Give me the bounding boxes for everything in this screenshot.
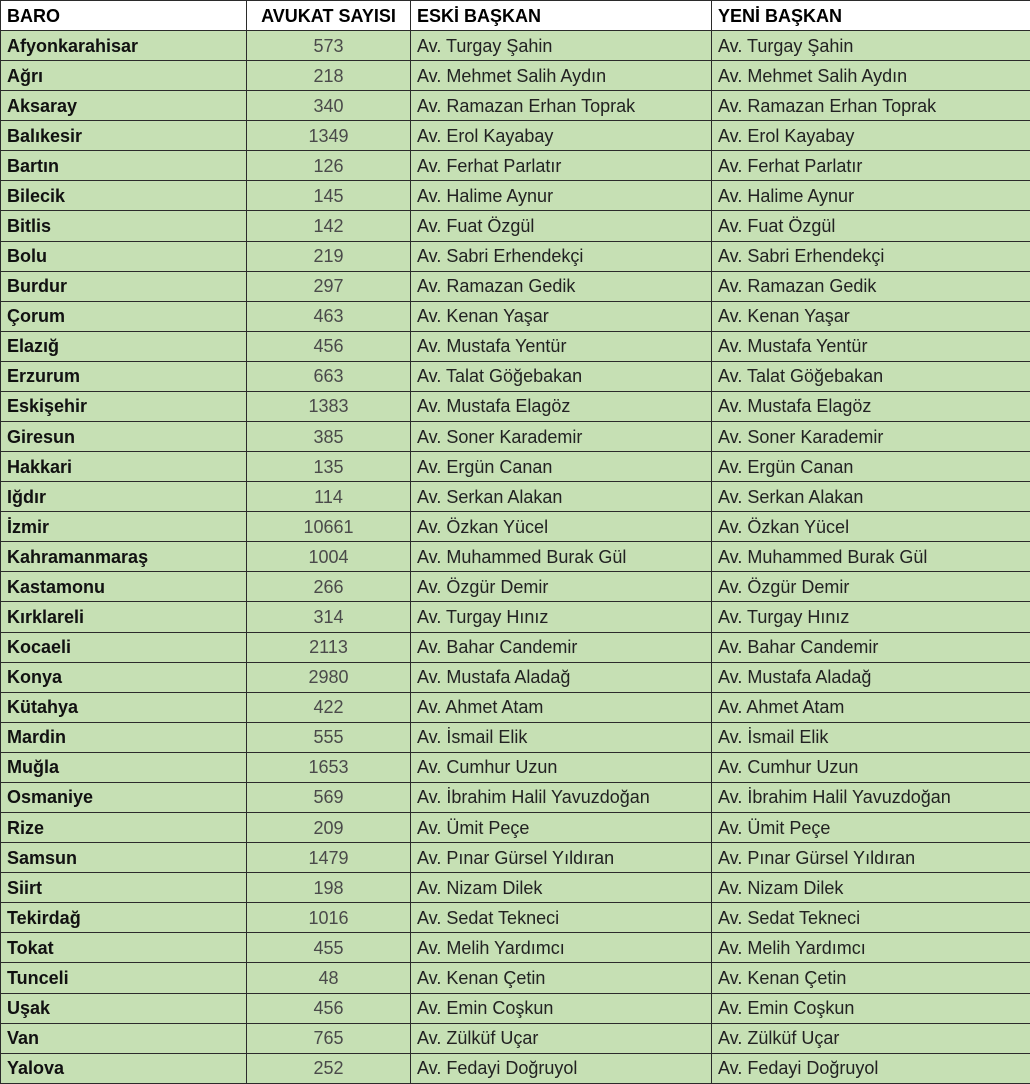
yeni-baskan-cell: Av. Özgür Demir [712,572,1030,602]
eski-baskan-cell: Av. İsmail Elik [411,722,712,752]
avukat-sayisi-cell: 297 [247,271,411,301]
eski-baskan-cell: Av. Halime Aynur [411,181,712,211]
table-row [1,1053,1030,1083]
yeni-baskan-cell: Av. Cumhur Uzun [712,752,1030,782]
avukat-sayisi-cell: 2113 [247,632,411,662]
yeni-baskan-cell: Av. Nizam Dilek [712,873,1030,903]
avukat-sayisi-cell: 455 [247,933,411,963]
avukat-sayisi-cell: 2980 [247,662,411,692]
baro-cell: Uşak [1,993,247,1023]
yeni-baskan-cell: Av. İbrahim Halil Yavuzdoğan [712,782,1030,812]
baro-cell: Rize [1,813,247,843]
yeni-baskan-cell: Av. Muhammed Burak Gül [712,542,1030,572]
table-row [1,391,1030,421]
yeni-baskan-cell: Av. Bahar Candemir [712,632,1030,662]
yeni-baskan-cell: Av. Kenan Çetin [712,963,1030,993]
avukat-sayisi-cell: 1004 [247,542,411,572]
eski-baskan-cell: Av. Ramazan Erhan Toprak [411,91,712,121]
avukat-sayisi-cell: 219 [247,241,411,271]
header-yeni-baskan: YENİ BAŞKAN [712,1,1030,31]
avukat-sayisi-cell: 135 [247,452,411,482]
baro-cell: Kütahya [1,692,247,722]
yeni-baskan-cell: Av. Erol Kayabay [712,121,1030,151]
header-row [1,1,1030,31]
eski-baskan-cell: Av. Turgay Şahin [411,31,712,61]
baro-cell: Hakkari [1,452,247,482]
baro-cell: Samsun [1,843,247,873]
eski-baskan-cell: Av. Özgür Demir [411,572,712,602]
avukat-sayisi-cell: 555 [247,722,411,752]
baro-cell: Tunceli [1,963,247,993]
table-row [1,181,1030,211]
eski-baskan-cell: Av. Emin Coşkun [411,993,712,1023]
avukat-sayisi-cell: 456 [247,993,411,1023]
table-row [1,692,1030,722]
table-row [1,873,1030,903]
baro-cell: Iğdır [1,482,247,512]
baro-cell: Erzurum [1,361,247,391]
avukat-sayisi-cell: 573 [247,31,411,61]
avukat-sayisi-cell: 340 [247,91,411,121]
table-row [1,61,1030,91]
table-row [1,151,1030,181]
baro-cell: Burdur [1,271,247,301]
table-row [1,993,1030,1023]
yeni-baskan-cell: Av. Özkan Yücel [712,512,1030,542]
yeni-baskan-cell: Av. Sabri Erhendekçi [712,241,1030,271]
yeni-baskan-cell: Av. Soner Karademir [712,422,1030,452]
header-avukat-sayisi: AVUKAT SAYISI [247,1,411,31]
avukat-sayisi-cell: 1479 [247,843,411,873]
table-row [1,121,1030,151]
yeni-baskan-cell: Av. Ferhat Parlatır [712,151,1030,181]
baro-cell: Balıkesir [1,121,247,151]
table-row [1,31,1030,61]
avukat-sayisi-cell: 1383 [247,391,411,421]
eski-baskan-cell: Av. Soner Karademir [411,422,712,452]
baro-cell: Giresun [1,422,247,452]
yeni-baskan-cell: Av. Mustafa Yentür [712,331,1030,361]
eski-baskan-cell: Av. Ergün Canan [411,452,712,482]
avukat-sayisi-cell: 1653 [247,752,411,782]
yeni-baskan-cell: Av. Kenan Yaşar [712,301,1030,331]
avukat-sayisi-cell: 209 [247,813,411,843]
eski-baskan-cell: Av. Pınar Gürsel Yıldıran [411,843,712,873]
avukat-sayisi-cell: 10661 [247,512,411,542]
eski-baskan-cell: Av. İbrahim Halil Yavuzdoğan [411,782,712,812]
avukat-sayisi-cell: 456 [247,331,411,361]
table-row [1,572,1030,602]
eski-baskan-cell: Av. Sedat Tekneci [411,903,712,933]
baro-cell: Elazığ [1,331,247,361]
baro-cell: Bitlis [1,211,247,241]
eski-baskan-cell: Av. Kenan Yaşar [411,301,712,331]
baro-cell: Bartın [1,151,247,181]
avukat-sayisi-cell: 198 [247,873,411,903]
table-row [1,843,1030,873]
yeni-baskan-cell: Av. İsmail Elik [712,722,1030,752]
table-row [1,512,1030,542]
avukat-sayisi-cell: 126 [247,151,411,181]
yeni-baskan-cell: Av. Pınar Gürsel Yıldıran [712,843,1030,873]
table-row [1,903,1030,933]
avukat-sayisi-cell: 218 [247,61,411,91]
table-row [1,331,1030,361]
baro-cell: Afyonkarahisar [1,31,247,61]
avukat-sayisi-cell: 765 [247,1023,411,1053]
eski-baskan-cell: Av. Sabri Erhendekçi [411,241,712,271]
eski-baskan-cell: Av. Mehmet Salih Aydın [411,61,712,91]
table-body [1,31,1030,1084]
table-row [1,933,1030,963]
avukat-sayisi-cell: 314 [247,602,411,632]
eski-baskan-cell: Av. Ümit Peçe [411,813,712,843]
baro-cell: Eskişehir [1,391,247,421]
avukat-sayisi-cell: 1016 [247,903,411,933]
yeni-baskan-cell: Av. Melih Yardımcı [712,933,1030,963]
table-row [1,722,1030,752]
table-row [1,813,1030,843]
yeni-baskan-cell: Av. Ramazan Erhan Toprak [712,91,1030,121]
avukat-sayisi-cell: 422 [247,692,411,722]
yeni-baskan-cell: Av. Ümit Peçe [712,813,1030,843]
baro-cell: Yalova [1,1053,247,1083]
baro-cell: Bolu [1,241,247,271]
yeni-baskan-cell: Av. Serkan Alakan [712,482,1030,512]
table-row [1,241,1030,271]
baro-cell: Kırklareli [1,602,247,632]
eski-baskan-cell: Av. Kenan Çetin [411,963,712,993]
header-eski-baskan: ESKİ BAŞKAN [411,1,712,31]
table-row [1,91,1030,121]
baro-cell: İzmir [1,512,247,542]
eski-baskan-cell: Av. Ramazan Gedik [411,271,712,301]
eski-baskan-cell: Av. Nizam Dilek [411,873,712,903]
eski-baskan-cell: Av. Zülküf Uçar [411,1023,712,1053]
avukat-sayisi-cell: 142 [247,211,411,241]
yeni-baskan-cell: Av. Turgay Şahin [712,31,1030,61]
eski-baskan-cell: Av. Serkan Alakan [411,482,712,512]
eski-baskan-cell: Av. Cumhur Uzun [411,752,712,782]
table-row [1,271,1030,301]
avukat-sayisi-cell: 114 [247,482,411,512]
eski-baskan-cell: Av. Mustafa Yentür [411,331,712,361]
table-row [1,632,1030,662]
baro-cell: Kahramanmaraş [1,542,247,572]
avukat-sayisi-cell: 145 [247,181,411,211]
table-row [1,211,1030,241]
baro-cell: Mardin [1,722,247,752]
avukat-sayisi-cell: 1349 [247,121,411,151]
eski-baskan-cell: Av. Ahmet Atam [411,692,712,722]
eski-baskan-cell: Av. Muhammed Burak Gül [411,542,712,572]
baro-cell: Muğla [1,752,247,782]
table-row [1,452,1030,482]
eski-baskan-cell: Av. Erol Kayabay [411,121,712,151]
avukat-sayisi-cell: 569 [247,782,411,812]
baro-cell: Siirt [1,873,247,903]
baro-cell: Çorum [1,301,247,331]
yeni-baskan-cell: Av. Ahmet Atam [712,692,1030,722]
baro-cell: Kastamonu [1,572,247,602]
yeni-baskan-cell: Av. Fuat Özgül [712,211,1030,241]
table-row [1,422,1030,452]
yeni-baskan-cell: Av. Fedayi Doğruyol [712,1053,1030,1083]
baro-cell: Aksaray [1,91,247,121]
avukat-sayisi-cell: 266 [247,572,411,602]
yeni-baskan-cell: Av. Emin Coşkun [712,993,1030,1023]
table-row [1,361,1030,391]
eski-baskan-cell: Av. Ferhat Parlatır [411,151,712,181]
baro-cell: Osmaniye [1,782,247,812]
eski-baskan-cell: Av. Mustafa Elagöz [411,391,712,421]
yeni-baskan-cell: Av. Mehmet Salih Aydın [712,61,1030,91]
table-row [1,602,1030,632]
eski-baskan-cell: Av. Fuat Özgül [411,211,712,241]
avukat-sayisi-cell: 252 [247,1053,411,1083]
baro-cell: Bilecik [1,181,247,211]
table-row [1,482,1030,512]
table-row [1,662,1030,692]
eski-baskan-cell: Av. Fedayi Doğruyol [411,1053,712,1083]
table-header [1,1,1030,31]
yeni-baskan-cell: Av. Mustafa Elagöz [712,391,1030,421]
yeni-baskan-cell: Av. Sedat Tekneci [712,903,1030,933]
yeni-baskan-cell: Av. Talat Göğebakan [712,361,1030,391]
yeni-baskan-cell: Av. Mustafa Aladağ [712,662,1030,692]
table-row [1,963,1030,993]
table-row [1,542,1030,572]
yeni-baskan-cell: Av. Ramazan Gedik [712,271,1030,301]
yeni-baskan-cell: Av. Turgay Hınız [712,602,1030,632]
table-row [1,1023,1030,1053]
yeni-baskan-cell: Av. Ergün Canan [712,452,1030,482]
eski-baskan-cell: Av. Bahar Candemir [411,632,712,662]
eski-baskan-cell: Av. Talat Göğebakan [411,361,712,391]
table-row [1,782,1030,812]
baro-cell: Ağrı [1,61,247,91]
baro-cell: Konya [1,662,247,692]
avukat-sayisi-cell: 663 [247,361,411,391]
eski-baskan-cell: Av. Mustafa Aladağ [411,662,712,692]
baro-cell: Tokat [1,933,247,963]
avukat-sayisi-cell: 385 [247,422,411,452]
baro-cell: Tekirdağ [1,903,247,933]
baro-cell: Kocaeli [1,632,247,662]
header-baro: BARO [1,1,247,31]
avukat-sayisi-cell: 463 [247,301,411,331]
eski-baskan-cell: Av. Özkan Yücel [411,512,712,542]
eski-baskan-cell: Av. Turgay Hınız [411,602,712,632]
yeni-baskan-cell: Av. Halime Aynur [712,181,1030,211]
table-row [1,301,1030,331]
avukat-sayisi-cell: 48 [247,963,411,993]
yeni-baskan-cell: Av. Zülküf Uçar [712,1023,1030,1053]
baro-cell: Van [1,1023,247,1053]
eski-baskan-cell: Av. Melih Yardımcı [411,933,712,963]
table-row [1,752,1030,782]
